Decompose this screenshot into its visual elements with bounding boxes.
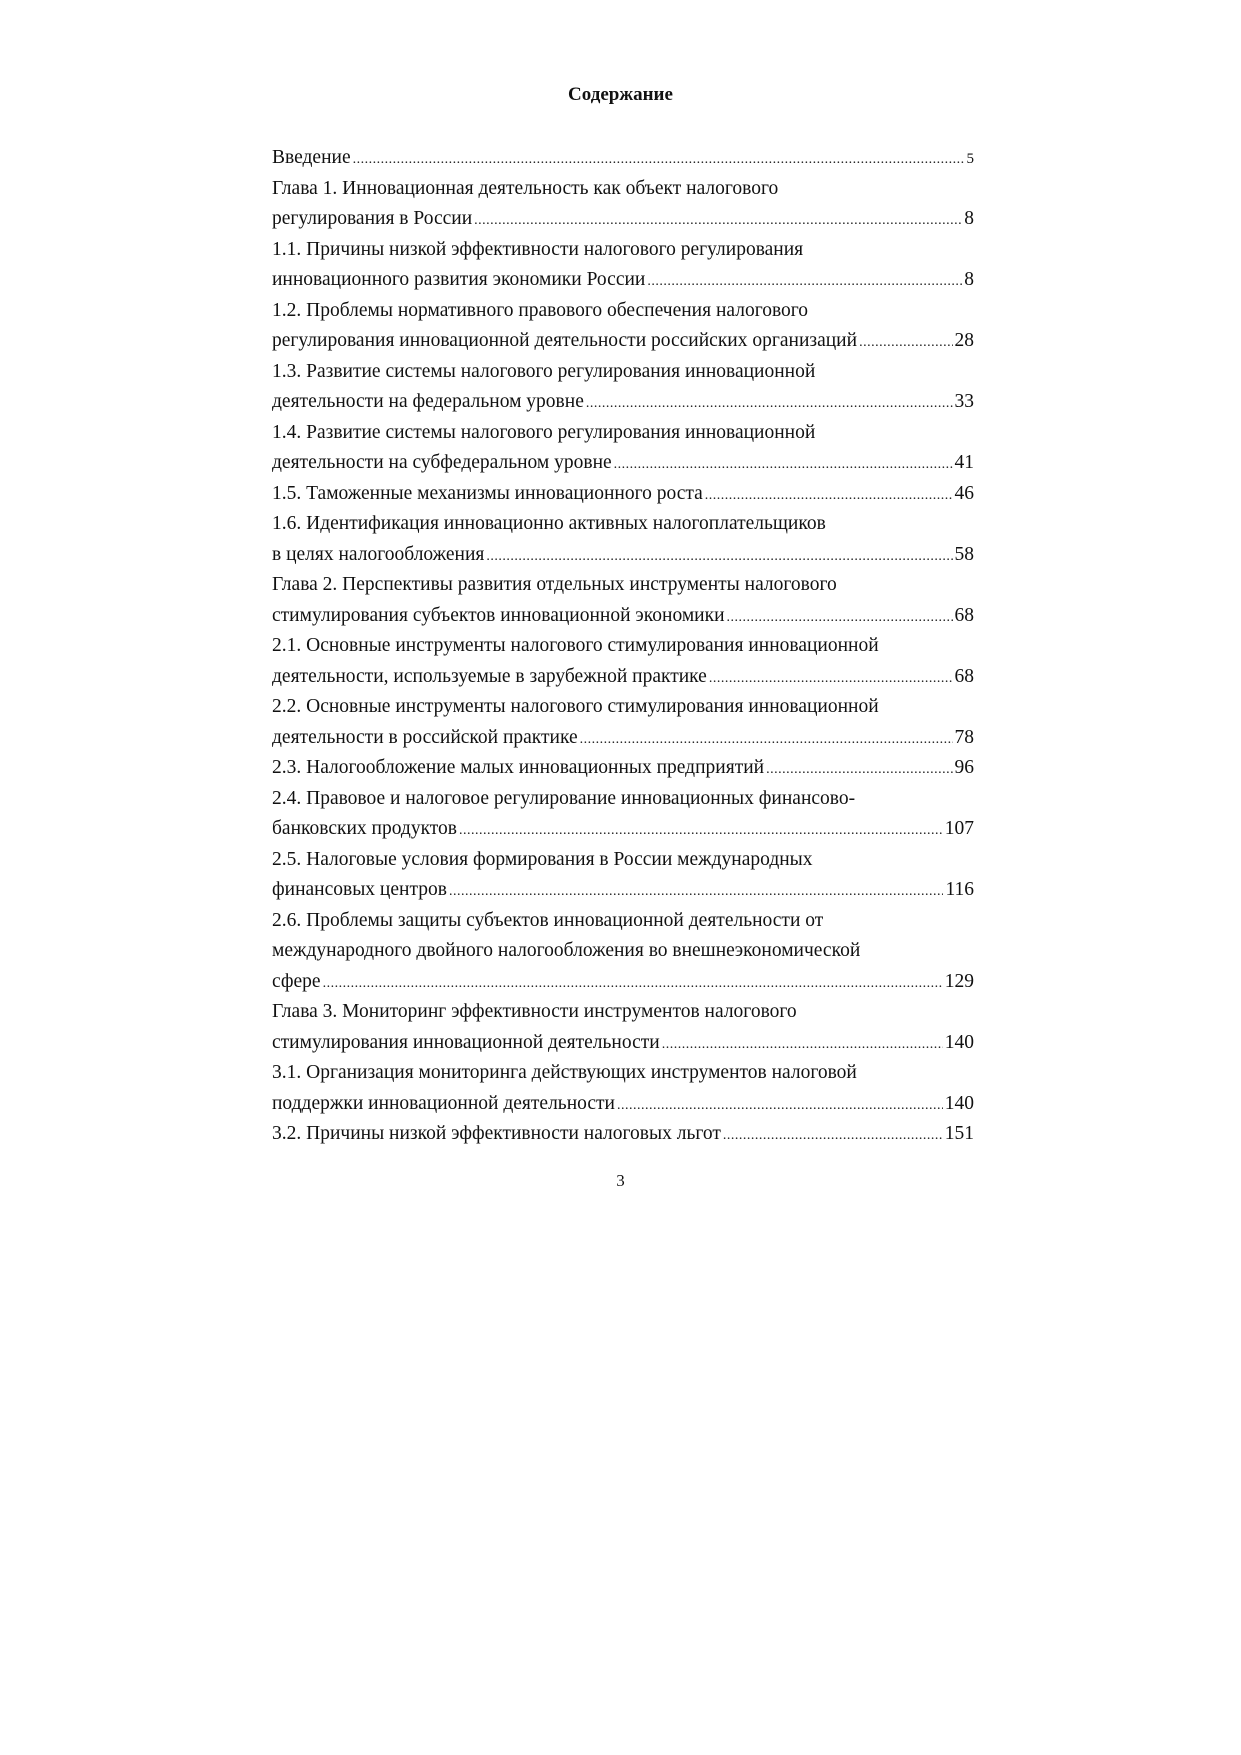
- toc-entry[interactable]: [272, 235, 974, 296]
- toc-entry-text: стимулирования инновационной деятельности: [272, 1031, 660, 1053]
- toc-entry-text: 2.3. Налогообложение малых инновационных предприятий: [272, 757, 765, 778]
- toc-entry-text: регулирования в России: [272, 208, 473, 229]
- toc-dot-leader: [766, 755, 952, 784]
- toc-entry[interactable]: [272, 997, 974, 1058]
- toc-entry-text: поддержки инновационной деятельности: [272, 1092, 615, 1114]
- toc-dot-leader: [617, 1091, 943, 1120]
- toc-entry[interactable]: [272, 906, 974, 998]
- toc-entry-line: [272, 692, 974, 723]
- toc-entry[interactable]: [272, 418, 974, 479]
- toc-entry-final-line: [272, 723, 974, 754]
- toc-entry-text: деятельности на субфедеральном уровне: [272, 452, 612, 473]
- toc-entry-text: 3.2. Причины низкой эффективности налоговых льгот: [272, 1123, 721, 1144]
- toc-entry-final-line: [272, 753, 974, 784]
- toc-dot-leader: [647, 267, 962, 296]
- toc-entry-line: [272, 1058, 974, 1089]
- toc-entry-final-line: [272, 265, 974, 296]
- toc-entry-line: [272, 936, 974, 967]
- toc-entry-text: 1.6. Идентификация инновационно активных налогоплательщиков: [272, 513, 826, 534]
- toc-dot-leader: [353, 145, 965, 174]
- toc-dot-leader: [859, 328, 952, 357]
- toc-entry[interactable]: [272, 631, 974, 692]
- toc-entry-text: регулирования инновационной деятельности российских организаций: [272, 330, 858, 351]
- toc-page-number: 5: [966, 151, 974, 167]
- toc-entry-line: [272, 235, 974, 266]
- toc-page-number: 68: [954, 604, 974, 626]
- toc-dot-leader: [586, 389, 953, 418]
- toc-entry-final-line: [272, 967, 974, 998]
- toc-entry-final-line: [272, 326, 974, 357]
- toc-dot-leader: [323, 969, 943, 998]
- toc-page-number: 33: [954, 391, 974, 412]
- toc-entry-line: [272, 631, 974, 662]
- toc-entry-text: международного двойного налогообложения во внешнеэкономической: [272, 940, 861, 961]
- toc-entry[interactable]: [272, 357, 974, 418]
- toc-page-number: 58: [954, 543, 974, 565]
- toc-page-number: 129: [944, 970, 974, 992]
- toc-page-number: 8: [964, 208, 974, 229]
- toc-entry-text: 3.1. Организация мониторинга действующих инструментов налоговой: [272, 1062, 857, 1083]
- toc-entry-text: инновационного развития экономики России: [272, 269, 646, 290]
- toc-entry-text: 2.2. Основные инструменты налогового стимулирования инновационной: [272, 696, 879, 717]
- toc-entry-text: 2.4. Правовое и налоговое регулирование инновационных финансово-: [272, 787, 856, 809]
- toc-dot-leader: [459, 816, 943, 845]
- toc-entry-final-line: [272, 1028, 974, 1059]
- toc-entry[interactable]: [272, 570, 974, 631]
- toc-dot-leader: [474, 206, 962, 235]
- toc-entry-final-line: [272, 601, 974, 632]
- toc-dot-leader: [723, 1121, 943, 1150]
- toc-entry[interactable]: [272, 174, 974, 235]
- toc-entry-final-line: [272, 1119, 974, 1150]
- toc-page-number: 28: [954, 330, 974, 351]
- toc-entry-final-line: [272, 1089, 974, 1120]
- toc-dot-leader: [727, 603, 953, 632]
- toc-entry[interactable]: [272, 1058, 974, 1119]
- toc-dot-leader: [449, 877, 944, 906]
- toc-page-number: 68: [954, 665, 974, 687]
- toc-entry[interactable]: [272, 143, 974, 174]
- toc-entry-text: 1.2. Проблемы нормативного правового обеспечения налогового: [272, 299, 809, 321]
- toc-entry-line: [272, 845, 974, 876]
- toc-entry[interactable]: [272, 753, 974, 784]
- toc-entry-text: финансовых центров: [272, 879, 447, 900]
- toc-dot-leader: [662, 1030, 943, 1059]
- toc-entry[interactable]: [272, 692, 974, 753]
- toc-entry-line: [272, 418, 974, 449]
- toc-entry-text: деятельности, используемые в зарубежной практике: [272, 665, 707, 687]
- toc-entry-text: 1.4. Развитие системы налогового регулирования инновационной: [272, 421, 816, 443]
- toc-entry[interactable]: [272, 296, 974, 357]
- toc-entry-final-line: [272, 479, 974, 510]
- toc-entry-line: [272, 296, 974, 327]
- toc-entry-text: стимулирования субъектов инновационной экономики: [272, 604, 725, 626]
- toc-page-number: 140: [944, 1092, 974, 1114]
- toc-page-number: 46: [954, 482, 974, 504]
- toc-entry[interactable]: [272, 845, 974, 906]
- toc-page-number: 78: [954, 726, 974, 748]
- toc-dot-leader: [580, 725, 953, 754]
- toc-entry-text: деятельности в российской практике: [272, 726, 578, 748]
- toc-entry-text: 1.3. Развитие системы налогового регулирования инновационной: [272, 360, 816, 382]
- page-number: 3: [616, 1171, 625, 1190]
- toc-entry-line: [272, 997, 974, 1028]
- toc-entry-text: Введение: [272, 147, 351, 168]
- toc-entry[interactable]: [272, 509, 974, 570]
- toc-entry-text: сфере: [272, 970, 321, 992]
- toc-entry-line: [272, 174, 974, 205]
- toc-entry-text: 1.5. Таможенные механизмы инновационного роста: [272, 482, 703, 504]
- toc-entry-line: [272, 906, 974, 937]
- toc-dot-leader: [614, 450, 953, 479]
- toc-entry-final-line: [272, 387, 974, 418]
- toc-entry[interactable]: [272, 1119, 974, 1150]
- toc-entry-text: в целях налогообложения: [272, 543, 485, 565]
- toc-page-number: 8: [964, 269, 974, 290]
- toc-entry-text: Глава 1. Инновационная деятельность как объект налогового: [272, 177, 779, 199]
- toc-entry[interactable]: [272, 479, 974, 510]
- toc-entry-text: Глава 2. Перспективы развития отдельных инструменты налогового: [272, 574, 837, 595]
- toc-entry-line: [272, 509, 974, 540]
- toc-entry-text: деятельности на федеральном уровне: [272, 391, 584, 412]
- toc-dot-leader: [705, 481, 953, 510]
- toc-entry-text: Глава 3. Мониторинг эффективности инструментов налогового: [272, 1001, 797, 1022]
- toc-page-number: 140: [944, 1031, 974, 1053]
- toc-dot-leader: [486, 542, 952, 571]
- page-title: Содержание: [568, 84, 673, 105]
- toc-page-number: 96: [954, 757, 974, 778]
- toc-entry-final-line: [272, 143, 974, 174]
- toc-entry-final-line: [272, 875, 974, 906]
- toc-entry-line: [272, 357, 974, 388]
- toc-entry-text: банковских продуктов: [272, 818, 458, 839]
- toc-entry-final-line: [272, 540, 974, 571]
- toc-entry-text: 2.5. Налоговые условия формирования в России международных: [272, 848, 813, 870]
- toc-entry-final-line: [272, 204, 974, 235]
- toc-dot-leader: [709, 664, 953, 693]
- toc-entry-text: 1.1. Причины низкой эффективности налогового регулирования: [272, 238, 804, 260]
- toc-entry-line: [272, 570, 974, 601]
- toc-entry-final-line: [272, 662, 974, 693]
- toc-entry-final-line: [272, 814, 974, 845]
- toc-page-number: 116: [945, 879, 974, 900]
- toc-page-number: 151: [944, 1123, 974, 1144]
- toc-entry-final-line: [272, 448, 974, 479]
- toc-page-number: 107: [944, 818, 974, 839]
- toc-entry-text: 2.1. Основные инструменты налогового стимулирования инновационной: [272, 635, 879, 656]
- table-of-contents: [272, 143, 974, 1150]
- toc-entry[interactable]: [272, 784, 974, 845]
- toc-entry-text: 2.6. Проблемы защиты субъектов инновационной деятельности от: [272, 909, 824, 931]
- toc-page-number: 41: [954, 452, 974, 473]
- toc-entry-line: [272, 784, 974, 815]
